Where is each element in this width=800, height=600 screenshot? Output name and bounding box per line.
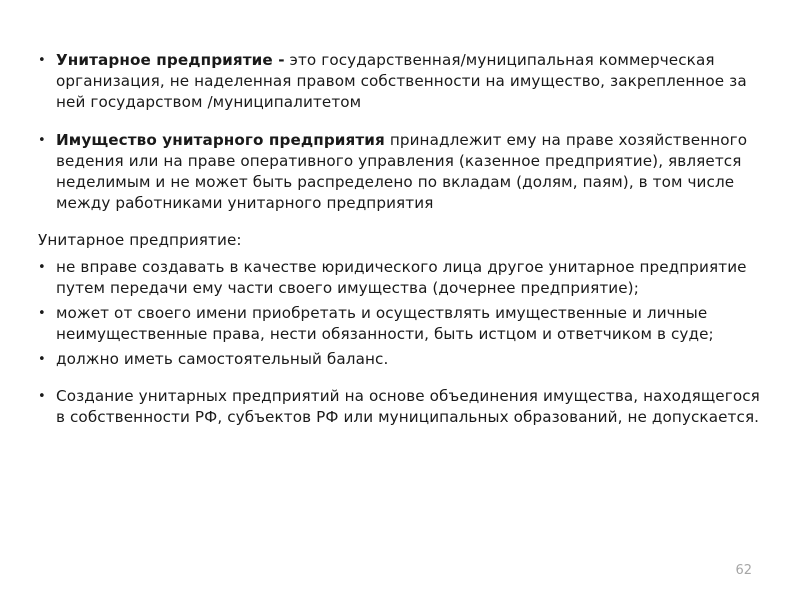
list-item: • должно иметь самостоятельный баланс. bbox=[38, 349, 768, 370]
list-intro: Унитарное предприятие: bbox=[38, 231, 242, 249]
slide-content bbox=[38, 50, 768, 428]
list-item: • может от своего имени приобретать и осуществлять имущественные и личные неимущественные права, нести обязанности, быть истцом и ответчиком в суде; bbox=[38, 303, 768, 345]
list-item: • не вправе создавать в качестве юридического лица другое унитарное предприятие путем передачи ему части своего имущества (дочернее предприятие); bbox=[38, 257, 768, 299]
definition-term: Унитарное предприятие - bbox=[56, 51, 285, 69]
page-number: 62 bbox=[735, 563, 752, 578]
definition-bullet bbox=[38, 50, 768, 113]
property-text: принадлежит ему на праве хозяйственного ведения или на праве оперативного управления (казенное предприятие), является неделимым и не может быть распределено по вкладам (долям, паям), в том числе между работниками унитарного предприятия bbox=[56, 131, 748, 212]
definition-text: это государственная/муниципальная коммерческая организация, не наделенная правом собственности на имущество, закрепленное за ней государством /муниципалитетом bbox=[56, 51, 747, 111]
property-bullet bbox=[38, 130, 768, 214]
property-term: Имущество унитарного предприятия bbox=[56, 131, 385, 149]
final-bullet: • Создание унитарных предприятий на основе объединения имущества, находящегося в собственности РФ, субъектов РФ или муниципальных образований, не допускается. bbox=[38, 386, 768, 428]
